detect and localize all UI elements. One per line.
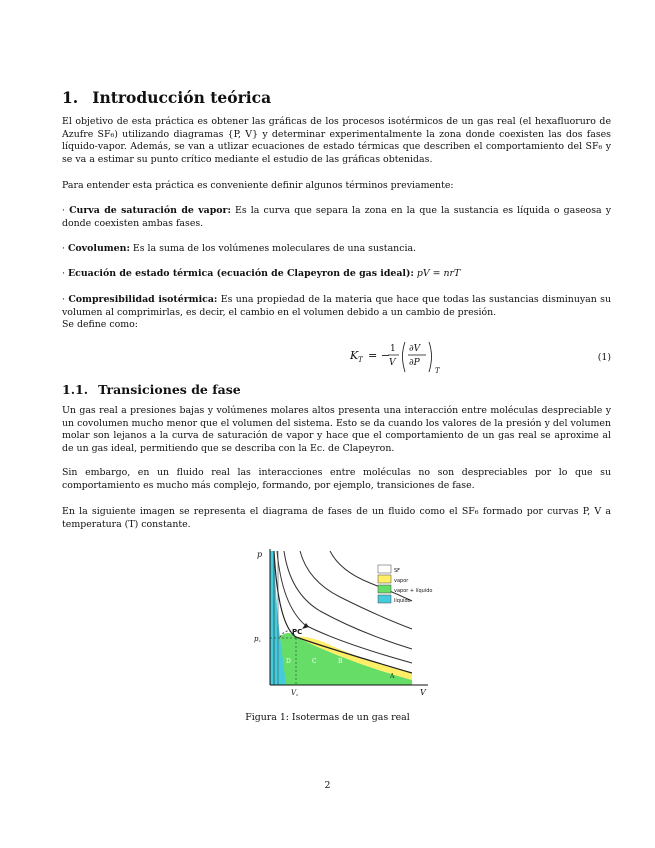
definition-text: Es la suma de los volúmenes moleculares de una sustancia. xyxy=(132,243,417,254)
section-title xyxy=(62,88,271,107)
formula-lhs: K xyxy=(350,349,359,362)
definition-term: Curva de saturación de vapor: xyxy=(69,205,231,216)
svg-text:V: V xyxy=(389,358,396,368)
formula-lhs-sub: T xyxy=(358,356,363,364)
region-letter-a: A xyxy=(390,673,395,680)
svg-text:∂P: ∂P xyxy=(409,358,420,368)
definition-text: Es la curva que separa la zona en la que la sustancia es líquida o gaseosa y donde coexisten ambas fases. xyxy=(62,205,611,229)
legend-label-gas: SF xyxy=(394,568,401,574)
legend-label-coexistence: vapor + líquido xyxy=(394,588,433,594)
subsection-title-text: Transiciones de fase xyxy=(98,382,241,397)
subsection-title xyxy=(62,382,241,397)
intro-paragraph-2: Para entender esta práctica es conveniente definir algunos términos previamente: xyxy=(62,180,454,191)
intro-paragraph-1: El objetivo de esta práctica es obtener las gráficas de los procesos isotérmicos de un gas real (el hexafluoruro de Azufre SF₆) utilizando diagramas {P, V} y determinar experimentalmente la zona donde coexisten las dos fases líquido-vapor. Además, se van a utlizar ecuaciones de estado térmicas que describen el comportamiento del SF₆ y se va a estimar su punto crítico mediante el estudio de las gráficas obtenidas. xyxy=(62,116,611,165)
svg-text:T: T xyxy=(435,367,440,375)
definition-covolume: · Covolumen: Es la suma de los volúmenes moleculares de una sustancia. xyxy=(62,243,417,254)
pc-label: p꜀ xyxy=(254,635,261,643)
axis-v-label: V xyxy=(420,688,426,697)
region-letter-c: C xyxy=(312,658,317,665)
definition-saturation-curve: · Curva de saturación de vapor: Es la curva que separa la zona en la que la sustancia es líquida o gaseosa y donde coexisten ambas fases. xyxy=(62,205,611,229)
legend-swatch-vapor xyxy=(378,575,391,583)
definition-clapeyron: · Ecuación de estado térmica (ecuación de Clapeyron de gas ideal): pV = nrT xyxy=(62,268,461,279)
axis-p-label: p xyxy=(257,550,263,559)
definition-compressibility: · Compresibilidad isotérmica: Es una propiedad de la materia que hace que todas las sustancias disminuyan su volumen al comprimirlas, es decir, el cambio en el volumen debido a un cambio de presión. Se define como: xyxy=(62,294,611,331)
definition-term: Ecuación de estado térmica (ecuación de Clapeyron de gas ideal): xyxy=(67,268,414,279)
legend-label-vapor: vapor xyxy=(394,578,409,584)
legend-swatch-liquid xyxy=(378,595,391,603)
figure-caption: Figura 1: Isotermas de un gas real xyxy=(245,712,410,723)
equation-number: (1) xyxy=(597,352,611,363)
definition-term: Compresibilidad isotérmica: xyxy=(68,294,218,305)
compressibility-formula xyxy=(350,340,480,376)
subsection-number: 1.1. xyxy=(62,382,89,397)
figure-legend xyxy=(378,565,432,604)
svg-text:1: 1 xyxy=(390,344,396,354)
clapeyron-equation: pV = nrT xyxy=(416,268,461,279)
region-letter-d: D xyxy=(286,658,291,665)
equation-block xyxy=(62,340,611,378)
critical-point-label: PC xyxy=(292,628,303,636)
phase-diagram-figure xyxy=(250,545,440,705)
vc-label: V꜀ xyxy=(291,689,299,697)
definition-text: Es una propiedad de la materia que hace que todas las sustancias disminuyan su volumen al comprimirlas, es decir, el cambio en el volumen debido a un cambio de presión. xyxy=(62,294,611,318)
section-title-text: Introducción teórica xyxy=(92,88,272,107)
svg-text:∂V: ∂V xyxy=(409,344,421,354)
legend-swatch-gas xyxy=(378,565,391,573)
region-letter-b: B xyxy=(338,658,343,665)
phase-paragraph-3: En la siguiente imagen se representa el diagrama de fases de un fluido como el SF₆ formado por curvas P, V a temperatura (T) constante. xyxy=(62,506,611,530)
define-as-text: Se define como: xyxy=(62,319,138,331)
phase-paragraph-1: Un gas real a presiones bajas y volúmenes molares altos presenta una interacción entre moléculas despreciable y un covolumen mucho menor que el volumen del sistema. Esto se da cuando los valores de la presión y del volumen molar son lejanos a la curva de saturación de vapor y hace que el comportamiento de un gas real se aproxime al de un gas ideal, permitiendo que se describa con la Ec. de Clapeyron. xyxy=(62,405,611,454)
section-number: 1. xyxy=(62,88,79,107)
legend-swatch-coexistence xyxy=(378,585,391,593)
legend-label-liquid: líquido xyxy=(394,598,411,604)
svg-text:= −: = − xyxy=(368,349,390,362)
phase-paragraph-2: Sin embargo, en un fluido real las interacciones entre moléculas no son despreciables por lo que su comportamiento es mucho más complejo, formando, por ejemplo, transiciones de fase. xyxy=(62,467,611,491)
page-number: 2 xyxy=(324,780,331,791)
definition-term: Covolumen: xyxy=(67,243,130,254)
